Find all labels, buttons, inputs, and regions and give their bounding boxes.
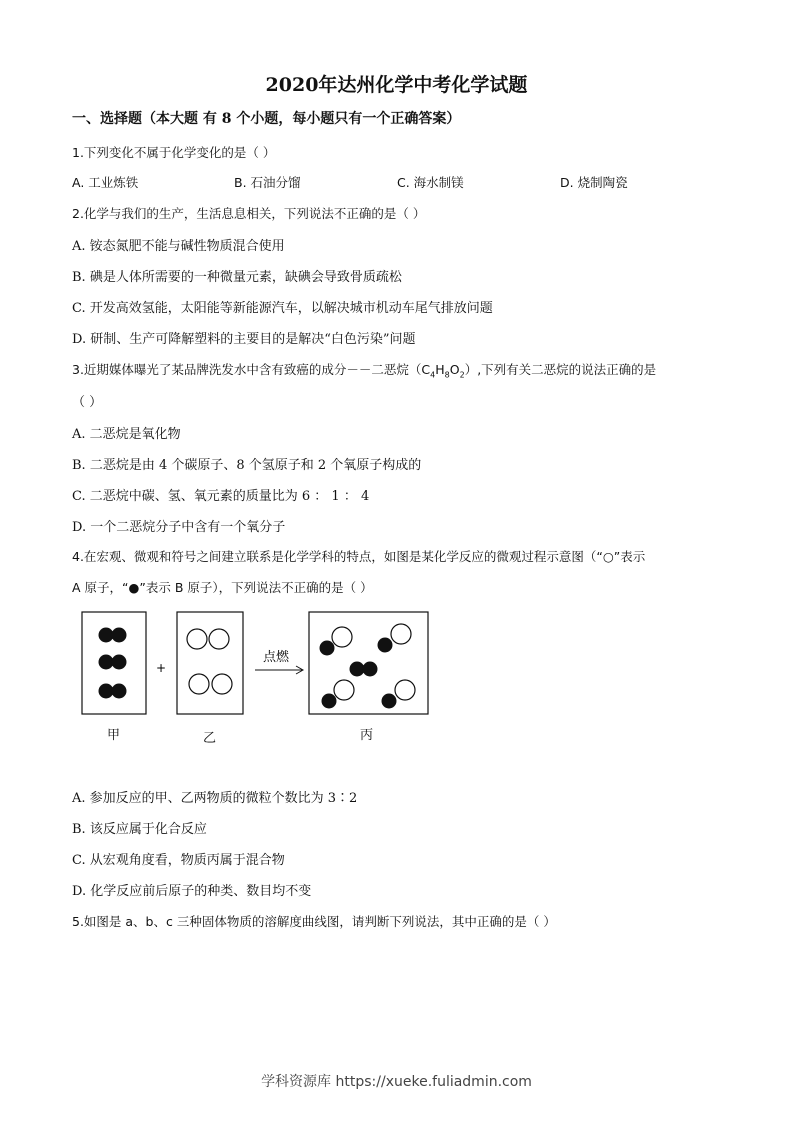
q2-option-d: D. 研制、生产可降解塑料的主要目的是解决“白色污染”问题 — [72, 332, 416, 347]
q3-stem-post: ）,下列有关二恶烷的说法正确的是 — [464, 362, 657, 377]
b-atom — [112, 655, 127, 670]
a-atom — [395, 680, 415, 700]
q2-option-a: A. 铵态氮肥不能与碱性物质混合使用 — [72, 239, 285, 254]
a-atom — [212, 674, 232, 694]
q2-option-b: B. 碘是人体所需要的一种微量元素，缺碘会导致骨质疏松 — [72, 270, 402, 285]
b-atom — [378, 638, 393, 653]
b-atom — [99, 628, 114, 643]
q4-option-d: D. 化学反应前后原子的种类、数目均不变 — [72, 884, 312, 899]
b-atom — [322, 694, 337, 709]
page-footer: 学科资源库 https://xueke.fuliadmin.com — [261, 1074, 532, 1090]
q3-stem-pre: 3.近期媒体曝光了某品牌洗发水中含有致癌的成分－－二恶烷（C — [72, 362, 431, 377]
q4-stem-line1: 4.在宏观、微观和符号之间建立联系是化学学科的特点，如图是某化学反应的微观过程示意图（“○”表示 — [72, 549, 646, 564]
q1-option-a: A. 工业炼铁 — [72, 175, 139, 190]
q3-sub-h: 8 — [444, 370, 450, 380]
q3-stem-line2: （ ） — [72, 395, 103, 410]
a-atom — [391, 624, 411, 644]
label-yi: 乙 — [203, 731, 217, 746]
a-atom — [334, 680, 354, 700]
a-atom — [209, 629, 229, 649]
a-atom — [189, 674, 209, 694]
b-atom — [112, 684, 127, 699]
q3-stem — [72, 360, 656, 380]
q4-option-a: A. 参加反应的甲、乙两物质的微粒个数比为 3∶2 — [72, 791, 358, 806]
b-atom — [363, 662, 378, 677]
label-jia: 甲 — [107, 728, 121, 743]
q2-stem: 2.化学与我们的生产，生活息息相关，下列说法不正确的是（ ） — [72, 206, 426, 221]
box-yi — [177, 612, 243, 714]
b-atom — [382, 694, 397, 709]
b-atom — [350, 662, 365, 677]
b-atom — [112, 628, 127, 643]
q3-h: H — [435, 362, 445, 377]
q4-stem-line2: A 原子，“●”表示 B 原子），下列说法不正确的是（ ） — [72, 580, 373, 595]
b-atom — [99, 655, 114, 670]
q3-o: O — [449, 362, 460, 377]
q2-option-c: C. 开发高效氢能，太阳能等新能源汽车，以解决城市机动车尾气排放问题 — [72, 301, 493, 316]
arrow-label: 点燃 — [262, 650, 290, 665]
a-atom — [332, 627, 352, 647]
q3-sub-c: 4 — [430, 370, 436, 380]
q1-option-c: C. 海水制镁 — [397, 175, 464, 190]
molecules-bing — [320, 624, 416, 709]
q3-sub-o: 2 — [459, 370, 465, 380]
b-atom — [320, 641, 335, 656]
q4-option-c: C. 从宏观角度看，物质丙属于混合物 — [72, 853, 285, 868]
q3-option-b: B. 二恶烷是由 4 个碳原子、8 个氢原子和 2 个氧原子构成的 — [72, 458, 422, 473]
document-title: 2020年达州化学中考化学试题 — [265, 74, 528, 96]
q1-stem: 1.下列变化不属于化学变化的是（ ） — [72, 145, 276, 160]
q3-option-c: C. 二恶烷中碳、氢、氧元素的质量比为 6 ： 1 ： 4 — [72, 489, 370, 504]
plus-sign: + — [155, 661, 167, 675]
q1-option-b: B. 石油分馏 — [234, 175, 301, 190]
section-heading: 一、选择题（本大题 有 8 个小题，每小题只有一个正确答案） — [72, 111, 461, 127]
label-bing: 丙 — [360, 728, 374, 743]
q4-option-b: B. 该反应属于化合反应 — [72, 822, 207, 837]
a-atom — [187, 629, 207, 649]
q3-option-a: A. 二恶烷是氧化物 — [72, 427, 181, 442]
q5-stem: 5.如图是 a、b、c 三种固体物质的溶解度曲线图，请判断下列说法，其中正确的是（ ） — [72, 914, 556, 929]
q1-option-d: D. 烧制陶瓷 — [560, 175, 628, 190]
q3-option-d: D. 一个二恶烷分子中含有一个氧分子 — [72, 520, 286, 535]
b-atom — [99, 684, 114, 699]
molecules-jia — [99, 628, 127, 699]
molecules-yi — [187, 629, 232, 694]
